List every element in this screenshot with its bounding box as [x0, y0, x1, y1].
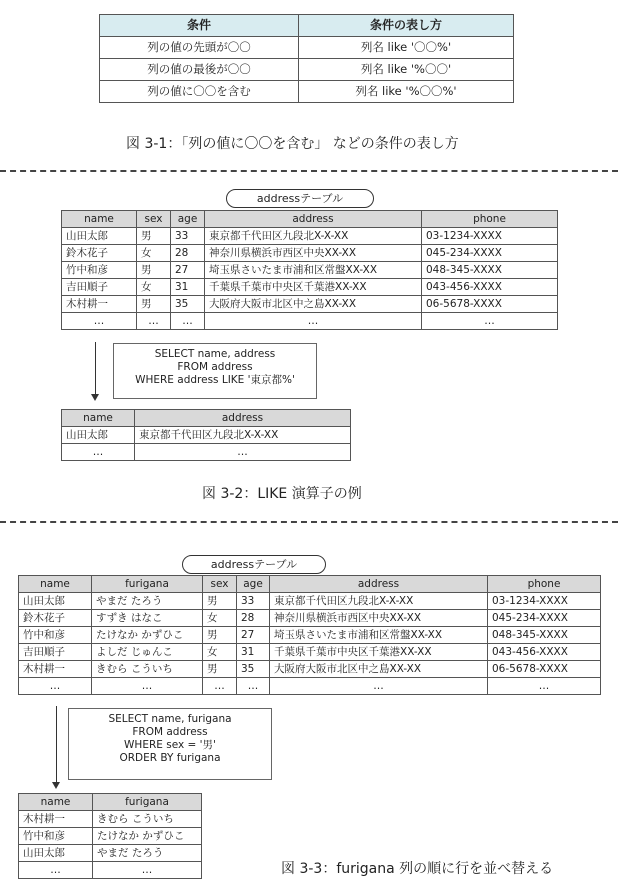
cell: 山田太郎 — [19, 593, 92, 610]
ellipsis-cell: … — [171, 313, 205, 330]
cell: 28 — [171, 245, 205, 262]
ellipsis-cell: … — [92, 678, 203, 695]
header-condition: 条件 — [100, 15, 299, 37]
expression-cell: 列名 like '%〇〇' — [299, 59, 514, 81]
flow-arrow-line — [56, 706, 57, 782]
ellipsis-cell: … — [135, 444, 351, 461]
cell: 吉田順子 — [62, 279, 137, 296]
ellipsis-cell: … — [19, 862, 93, 879]
header-expression: 条件の表し方 — [299, 15, 514, 37]
ellipsis-cell: … — [93, 862, 202, 879]
cell: 045-234-XXXX — [488, 610, 601, 627]
condition-cell: 列の値に〇〇を含む — [100, 81, 299, 103]
cell: 竹中和彦 — [19, 828, 93, 845]
figure-caption-3-1: 図 3-1：「列の値に〇〇を含む」 などの条件の表し方 — [126, 136, 459, 152]
table-row — [100, 37, 514, 59]
cell: 東京都千代田区九段北X-X-XX — [205, 228, 422, 245]
cell: 男 — [137, 296, 171, 313]
cell: 03-1234-XXXX — [422, 228, 558, 245]
cell: 大阪府大阪市北区中之島XX-XX — [270, 661, 488, 678]
ellipsis-cell: … — [203, 678, 237, 695]
sql-query-box — [113, 343, 317, 399]
ellipsis-cell: … — [62, 444, 135, 461]
cell: 35 — [171, 296, 205, 313]
arrow-down-icon — [52, 782, 60, 789]
col-address: address — [135, 410, 351, 427]
col-address: address — [205, 211, 422, 228]
sql-line: FROM address — [132, 726, 208, 738]
table-row — [62, 296, 558, 313]
cell: 山田太郎 — [62, 228, 137, 245]
table-row — [62, 245, 558, 262]
cell: 27 — [171, 262, 205, 279]
table-row — [62, 444, 351, 461]
table-row — [100, 59, 514, 81]
cell: 31 — [171, 279, 205, 296]
cell: 06-5678-XXXX — [422, 296, 558, 313]
cell: 木村耕一 — [19, 661, 92, 678]
col-furigana: furigana — [92, 576, 203, 593]
sql-line: SELECT name, address — [154, 348, 276, 360]
table-row — [100, 81, 514, 103]
cell: 043-456-XXXX — [422, 279, 558, 296]
table-label-pill: addressテーブル — [182, 555, 326, 574]
col-phone: phone — [488, 576, 601, 593]
table-row — [19, 644, 601, 661]
col-sex: sex — [137, 211, 171, 228]
cell: 大阪府大阪市北区中之島XX-XX — [205, 296, 422, 313]
col-name: name — [62, 410, 135, 427]
cell: 山田太郎 — [62, 427, 135, 444]
result-table — [61, 409, 351, 461]
cell: やまだ たろう — [92, 593, 203, 610]
table-row — [19, 828, 202, 845]
table-row — [62, 262, 558, 279]
table-row — [62, 313, 558, 330]
figure-caption-3-3: 図 3-3：furigana 列の順に行を並べ替える — [281, 861, 554, 877]
cell: 35 — [237, 661, 270, 678]
cell: 竹中和彦 — [19, 627, 92, 644]
address-table — [61, 210, 558, 330]
col-sex: sex — [203, 576, 237, 593]
table-row — [62, 228, 558, 245]
cell: 男 — [137, 262, 171, 279]
col-name: name — [19, 794, 93, 811]
cell: きむら こういち — [93, 811, 202, 828]
result-table — [18, 793, 202, 879]
cell: 男 — [203, 661, 237, 678]
cell: 男 — [203, 627, 237, 644]
table-row — [19, 845, 202, 862]
ellipsis-cell: … — [422, 313, 558, 330]
cell: 045-234-XXXX — [422, 245, 558, 262]
cell: 03-1234-XXXX — [488, 593, 601, 610]
sql-line: ORDER BY furigana — [119, 752, 221, 764]
cell: 女 — [203, 644, 237, 661]
sql-line: FROM address — [177, 361, 253, 373]
table-row — [19, 811, 202, 828]
cell: 女 — [137, 279, 171, 296]
ellipsis-cell: … — [488, 678, 601, 695]
table-row — [62, 279, 558, 296]
cell: よしだ じゅんこ — [92, 644, 203, 661]
section-divider — [0, 521, 618, 523]
ellipsis-cell: … — [205, 313, 422, 330]
cell: 31 — [237, 644, 270, 661]
cell: たけなか かずひこ — [92, 627, 203, 644]
cell: 木村耕一 — [19, 811, 93, 828]
sql-query-box — [68, 708, 272, 780]
cell: 東京都千代田区九段北X-X-XX — [135, 427, 351, 444]
ellipsis-cell: … — [62, 313, 137, 330]
cell: 埼玉県さいたま市浦和区常盤XX-XX — [205, 262, 422, 279]
table-row — [19, 661, 601, 678]
cell: 男 — [203, 593, 237, 610]
cell: 043-456-XXXX — [488, 644, 601, 661]
col-age: age — [237, 576, 270, 593]
ellipsis-cell: … — [270, 678, 488, 695]
table-row — [19, 593, 601, 610]
cell: 27 — [237, 627, 270, 644]
sql-line: WHERE sex = '男' — [124, 739, 216, 751]
table-row — [19, 610, 601, 627]
cell: たけなか かずひこ — [93, 828, 202, 845]
table-row — [19, 627, 601, 644]
cell: 木村耕一 — [62, 296, 137, 313]
cell: 山田太郎 — [19, 845, 93, 862]
section-divider — [0, 170, 618, 172]
table-row — [19, 862, 202, 879]
cell: 神奈川県横浜市西区中央XX-XX — [270, 610, 488, 627]
flow-arrow-line — [95, 342, 96, 394]
expression-cell: 列名 like '〇〇%' — [299, 37, 514, 59]
cell: 埼玉県さいたま市浦和区常盤XX-XX — [270, 627, 488, 644]
sql-line: SELECT name, furigana — [108, 713, 232, 725]
cell: 吉田順子 — [19, 644, 92, 661]
table-row — [19, 678, 601, 695]
cell: きむら こういち — [92, 661, 203, 678]
cell: 竹中和彦 — [62, 262, 137, 279]
ellipsis-cell: … — [137, 313, 171, 330]
conditions-table — [99, 14, 514, 103]
ellipsis-cell: … — [19, 678, 92, 695]
cell: 女 — [203, 610, 237, 627]
cell: 33 — [237, 593, 270, 610]
cell: 東京都千代田区九段北X-X-XX — [270, 593, 488, 610]
cell: 神奈川県横浜市西区中央XX-XX — [205, 245, 422, 262]
cell: 鈴木花子 — [19, 610, 92, 627]
cell: 千葉県千葉市中央区千葉港XX-XX — [205, 279, 422, 296]
ellipsis-cell: … — [237, 678, 270, 695]
col-name: name — [19, 576, 92, 593]
col-address: address — [270, 576, 488, 593]
figure-caption-3-2: 図 3-2：LIKE 演算子の例 — [202, 486, 362, 502]
col-furigana: furigana — [93, 794, 202, 811]
address-table — [18, 575, 601, 695]
cell: 男 — [137, 228, 171, 245]
cell: 千葉県千葉市中央区千葉港XX-XX — [270, 644, 488, 661]
col-name: name — [62, 211, 137, 228]
cell: 048-345-XXXX — [488, 627, 601, 644]
condition-cell: 列の値の最後が〇〇 — [100, 59, 299, 81]
cell: やまだ たろう — [93, 845, 202, 862]
cell: 33 — [171, 228, 205, 245]
col-age: age — [171, 211, 205, 228]
col-phone: phone — [422, 211, 558, 228]
cell: 06-5678-XXXX — [488, 661, 601, 678]
sql-line: WHERE address LIKE '東京都%' — [135, 374, 295, 386]
cell: 28 — [237, 610, 270, 627]
cell: 048-345-XXXX — [422, 262, 558, 279]
cell: 女 — [137, 245, 171, 262]
cell: 鈴木花子 — [62, 245, 137, 262]
arrow-down-icon — [91, 394, 99, 401]
table-label-pill: addressテーブル — [226, 189, 374, 208]
cell: すずき はなこ — [92, 610, 203, 627]
expression-cell: 列名 like '%〇〇%' — [299, 81, 514, 103]
condition-cell: 列の値の先頭が〇〇 — [100, 37, 299, 59]
table-row — [62, 427, 351, 444]
